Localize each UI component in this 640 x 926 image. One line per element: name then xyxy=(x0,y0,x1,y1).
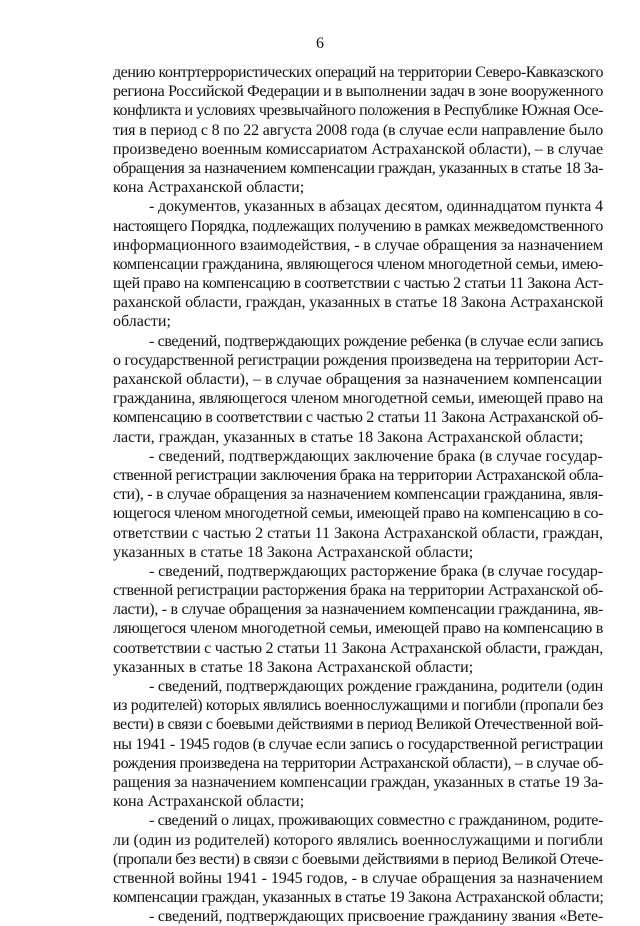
text-line: ственной войны 1941 - 1945 годов, - в случае обращения за назначением xyxy=(113,869,603,887)
text-line: ли (один из родителей) которого являлись военнослужащими и погибли xyxy=(113,831,603,849)
text-line: кона Астраханской области; xyxy=(113,179,305,197)
text-line: ственной регистрации заключения брака на территории Астраханской обла- xyxy=(113,466,603,484)
text-line: соответствии с частью 2 статьи 11 Закона Астраханской области, граждан, xyxy=(113,639,603,657)
text-line: тия в период с 8 по 22 августа 2008 года (в случае если направление было xyxy=(113,121,603,139)
text-line: раханской области, граждан, указанных в статье 18 Закона Астраханской xyxy=(113,294,603,312)
text-line: ласти), - в случае обращения за назначением компенсации гражданина, яв- xyxy=(113,601,603,619)
text-line: кона Астраханской области; xyxy=(113,793,305,811)
text-line: ющегося членом многодетной семьи, имеющей право на компенсацию в со- xyxy=(113,505,603,523)
text-line: из родителей) которых являлись военнослужащими и погибли (пропали без xyxy=(113,697,603,715)
text-line: компенсации граждан, указанных в статье 19 Закона Астраханской области; xyxy=(113,889,603,907)
text-line: ласти, граждан, указанных в статье 18 Закона Астраханской области; xyxy=(113,428,584,446)
text-line: произведено военным комиссариатом Астраханской области), – в случае xyxy=(113,140,603,158)
text-line: ращения за назначением компенсации граждан, указанных в статье 19 За- xyxy=(113,773,603,791)
text-line: о государственной регистрации рождения произведена на территории Аст- xyxy=(113,351,603,369)
text-line: - сведений, подтверждающих расторжение брака (в случае государ- xyxy=(149,562,603,580)
text-line: указанных в статье 18 Закона Астраханской области; xyxy=(113,658,474,676)
text-line: раханской области), – в случае обращения за назначением компенсации xyxy=(113,371,603,388)
text-line: - сведений, подтверждающих рождение гражданина, родители (один xyxy=(149,678,603,695)
text-line: вести) в связи с боевыми действиями в период Великой Отечественной вой- xyxy=(113,716,603,734)
text-line: региона Российской Федерации и в выполнении задач в зоне вооруженного xyxy=(113,83,603,101)
text-line: ственной регистрации расторжения брака на территории Астраханской об- xyxy=(113,582,603,600)
text-line: ответствии с частью 2 статьи 11 Закона Астраханской области, граждан, xyxy=(113,524,603,542)
document-body xyxy=(113,63,603,926)
text-line: дению контртеррористических операций на территории Северо-Кавказского xyxy=(113,64,603,81)
page-number: 6 xyxy=(316,35,324,52)
text-line: - сведений, подтверждающих присвоение гражданину звания «Вете- xyxy=(149,908,603,926)
text-line: обращения за назначением компенсации граждан, указанных в статье 18 За- xyxy=(113,159,603,177)
text-line: - документов, указанных в абзацах десятом, одиннадцатом пункта 4 xyxy=(149,198,603,216)
text-line: ляющегося членом многодетной семьи, имеющей право на компенсацию в xyxy=(113,620,603,638)
text-line: гражданина, являющегося членом многодетной семьи, имеющей право на xyxy=(113,390,603,408)
text-line: (пропали без вести) в связи с боевыми действиями в период Великой Отече- xyxy=(113,850,603,868)
text-line: компенсацию в соответствии с частью 2 статьи 11 Закона Астраханской об- xyxy=(113,409,603,427)
text-line: конфликта и условиях чрезвычайного положения в Республике Южная Осе- xyxy=(113,102,603,120)
text-line: указанных в статье 18 Закона Астраханской области; xyxy=(113,543,474,561)
text-line: компенсации гражданина, являющегося членом многодетной семьи, имею- xyxy=(113,255,603,273)
text-line: - сведений, подтверждающих заключение брака (в случае государ- xyxy=(149,447,603,465)
text-line: щей право на компенсацию в соответствии с частью 2 статьи 11 Закона Аст- xyxy=(113,275,603,293)
text-line: настоящего Порядка, подлежащих получению в рамках межведомственного xyxy=(113,217,603,235)
text-line: сти), - в случае обращения за назначением компенсации гражданина, явля- xyxy=(113,486,603,504)
text-line: области; xyxy=(113,313,171,331)
text-line: рождения произведена на территории Астраханской области), – в случае об- xyxy=(113,754,603,772)
text-line: информационного взаимодействия, - в случае обращения за назначением xyxy=(113,236,603,254)
text-line: - сведений, подтверждающих рождение ребенка (в случае если запись xyxy=(149,332,603,350)
text-line: ны 1941 - 1945 годов (в случае если запись о государственной регистрации xyxy=(113,735,603,753)
text-line: - сведений о лицах, проживающих совместно с гражданином, родите- xyxy=(149,812,603,830)
